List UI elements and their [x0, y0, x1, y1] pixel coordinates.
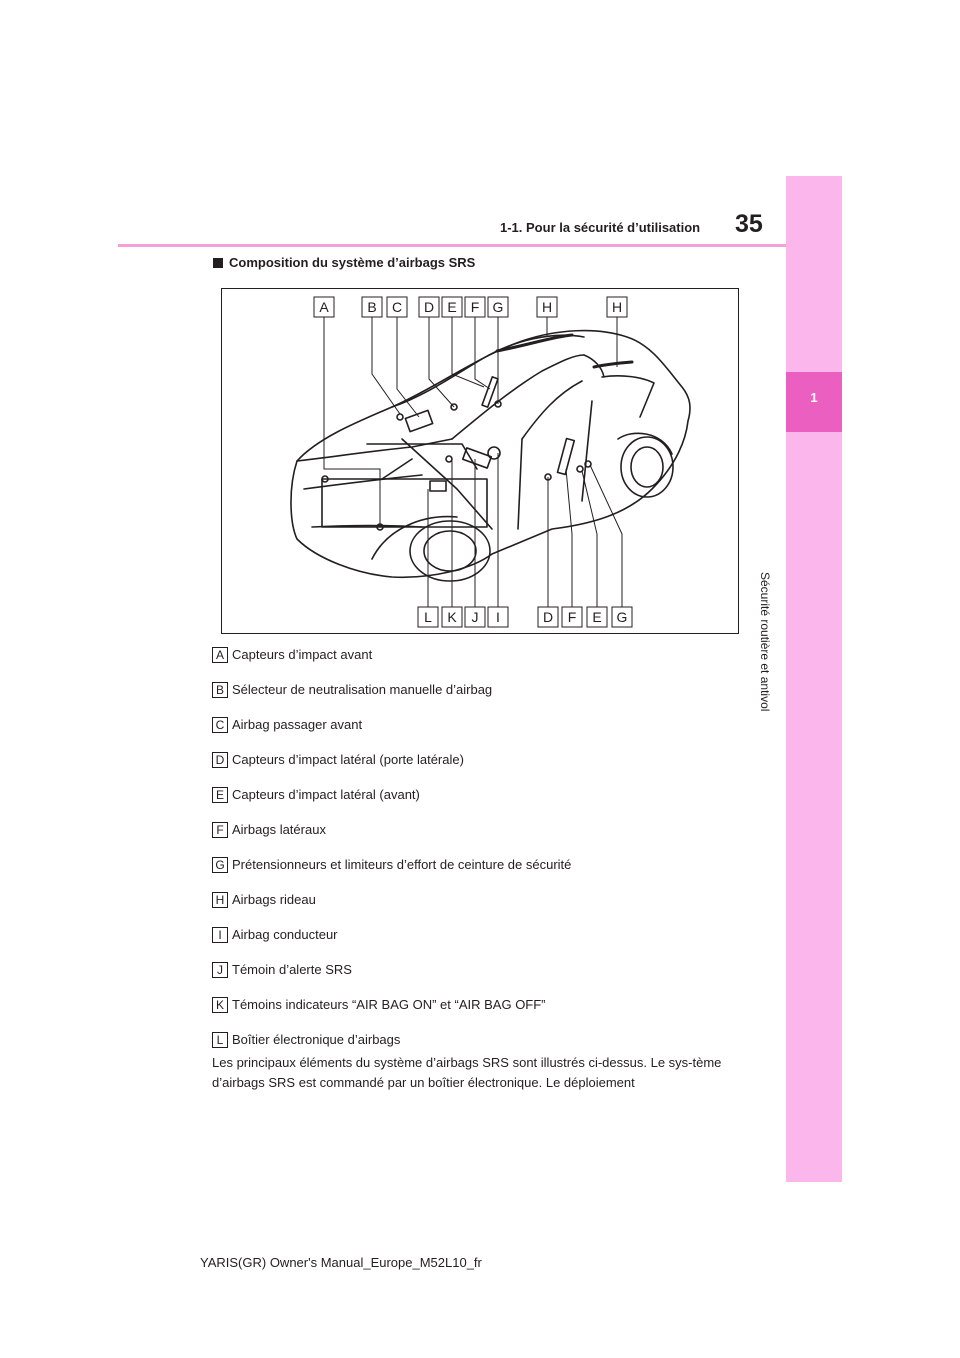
- legend-key: G: [212, 857, 228, 873]
- section-heading-text: Composition du système d’airbags SRS: [229, 255, 476, 270]
- legend-item: [212, 891, 571, 926]
- figure-label-box: [587, 607, 607, 627]
- figure-label: J: [471, 609, 479, 625]
- legend-key: H: [212, 892, 228, 908]
- figure-label-box: [314, 297, 334, 317]
- section-heading: [213, 255, 475, 270]
- legend-key: B: [212, 682, 228, 698]
- legend-key: D: [212, 752, 228, 768]
- legend-item: [212, 856, 571, 891]
- legend-key: L: [212, 1032, 228, 1048]
- figure-label: E: [592, 609, 602, 625]
- figure-label: D: [542, 609, 554, 625]
- figure-label-box: [607, 297, 627, 317]
- figure-label-box: [537, 297, 557, 317]
- figure-label-box: [562, 607, 582, 627]
- legend-text: Témoin d’alerte SRS: [232, 962, 352, 977]
- legend-key: K: [212, 997, 228, 1013]
- chapter-title: Sécurité routière et antivol: [758, 572, 772, 712]
- legend-item: [212, 961, 571, 996]
- legend-list: [212, 646, 571, 1066]
- section-title: 1-1. Pour la sécurité d’utilisation: [500, 220, 701, 235]
- figure-label-box: [442, 607, 462, 627]
- legend-text: Capteurs d’impact avant: [232, 647, 373, 662]
- airbag-system-figure: [221, 288, 739, 634]
- header-rule: [118, 244, 786, 247]
- figure-label-box: [488, 297, 508, 317]
- figure-label: A: [319, 299, 329, 315]
- body-paragraph: Les principaux éléments du système d’airbags SRS sont illustrés ci-dessus. Le sys-tème d’airbags SRS est commandé par un boîtier électronique. Le déploiement: [212, 1055, 722, 1090]
- figure-label: L: [424, 609, 432, 625]
- figure-label-box: [442, 297, 462, 317]
- figure-label: C: [391, 299, 403, 315]
- legend-text: Airbag conducteur: [232, 927, 338, 942]
- legend-key: I: [212, 927, 228, 943]
- figure-label: G: [492, 299, 504, 315]
- legend-text: Sélecteur de neutralisation manuelle d’airbag: [232, 682, 493, 697]
- figure-label: E: [447, 299, 457, 315]
- legend-item: [212, 821, 571, 856]
- bottom-label-group: [418, 607, 632, 627]
- legend-item: [212, 996, 571, 1031]
- legend-text: Témoins indicateurs “AIR BAG ON” et “AIR BAG OFF”: [232, 997, 546, 1012]
- car-outline-icon: [291, 331, 690, 581]
- figure-label: F: [470, 299, 480, 315]
- legend-text: Boîtier électronique d’airbags: [232, 1032, 401, 1047]
- figure-label-box: [387, 297, 407, 317]
- figure-label-box: [538, 607, 558, 627]
- square-bullet-icon: [213, 258, 223, 268]
- legend-text: Capteurs d’impact latéral (avant): [232, 787, 420, 802]
- legend-item: [212, 751, 571, 786]
- legend-key: A: [212, 647, 228, 663]
- legend-key: J: [212, 962, 228, 978]
- figure-label: I: [496, 609, 500, 625]
- top-label-group: [314, 297, 627, 317]
- figure-label: H: [541, 299, 553, 315]
- legend-item: [212, 646, 571, 681]
- legend-key: E: [212, 787, 228, 803]
- figure-label-box: [465, 607, 485, 627]
- legend-text: Prétensionneurs et limiteurs d’effort de ceinture de sécurité: [232, 857, 572, 872]
- legend-item: [212, 681, 571, 716]
- figure-label: B: [367, 299, 377, 315]
- legend-key: C: [212, 717, 228, 733]
- figure-label: K: [447, 609, 457, 625]
- figure-label: D: [423, 299, 435, 315]
- chapter-number: 1: [810, 390, 818, 405]
- legend-text: Capteurs d’impact latéral (porte latérale): [232, 752, 464, 767]
- legend-text: Airbags latéraux: [232, 822, 326, 837]
- legend-text: Airbags rideau: [232, 892, 316, 907]
- figure-label: G: [616, 609, 628, 625]
- legend-item: [212, 786, 571, 821]
- legend-key: F: [212, 822, 228, 838]
- figure-label: F: [567, 609, 577, 625]
- figure-label-box: [612, 607, 632, 627]
- legend-item: [212, 926, 571, 961]
- figure-label-box: [488, 607, 508, 627]
- legend-item: [212, 716, 571, 751]
- car-airbag-diagram: [222, 289, 738, 633]
- figure-label-box: [418, 607, 438, 627]
- figure-label-box: [465, 297, 485, 317]
- chapter-side-tab: [786, 176, 842, 1182]
- page-number: 35: [735, 210, 763, 238]
- legend-text: Airbag passager avant: [232, 717, 363, 732]
- footer-text: YARIS(GR) Owner's Manual_Europe_M52L10_fr: [200, 1255, 482, 1270]
- figure-label: H: [611, 299, 623, 315]
- figure-label-box: [362, 297, 382, 317]
- figure-label-box: [419, 297, 439, 317]
